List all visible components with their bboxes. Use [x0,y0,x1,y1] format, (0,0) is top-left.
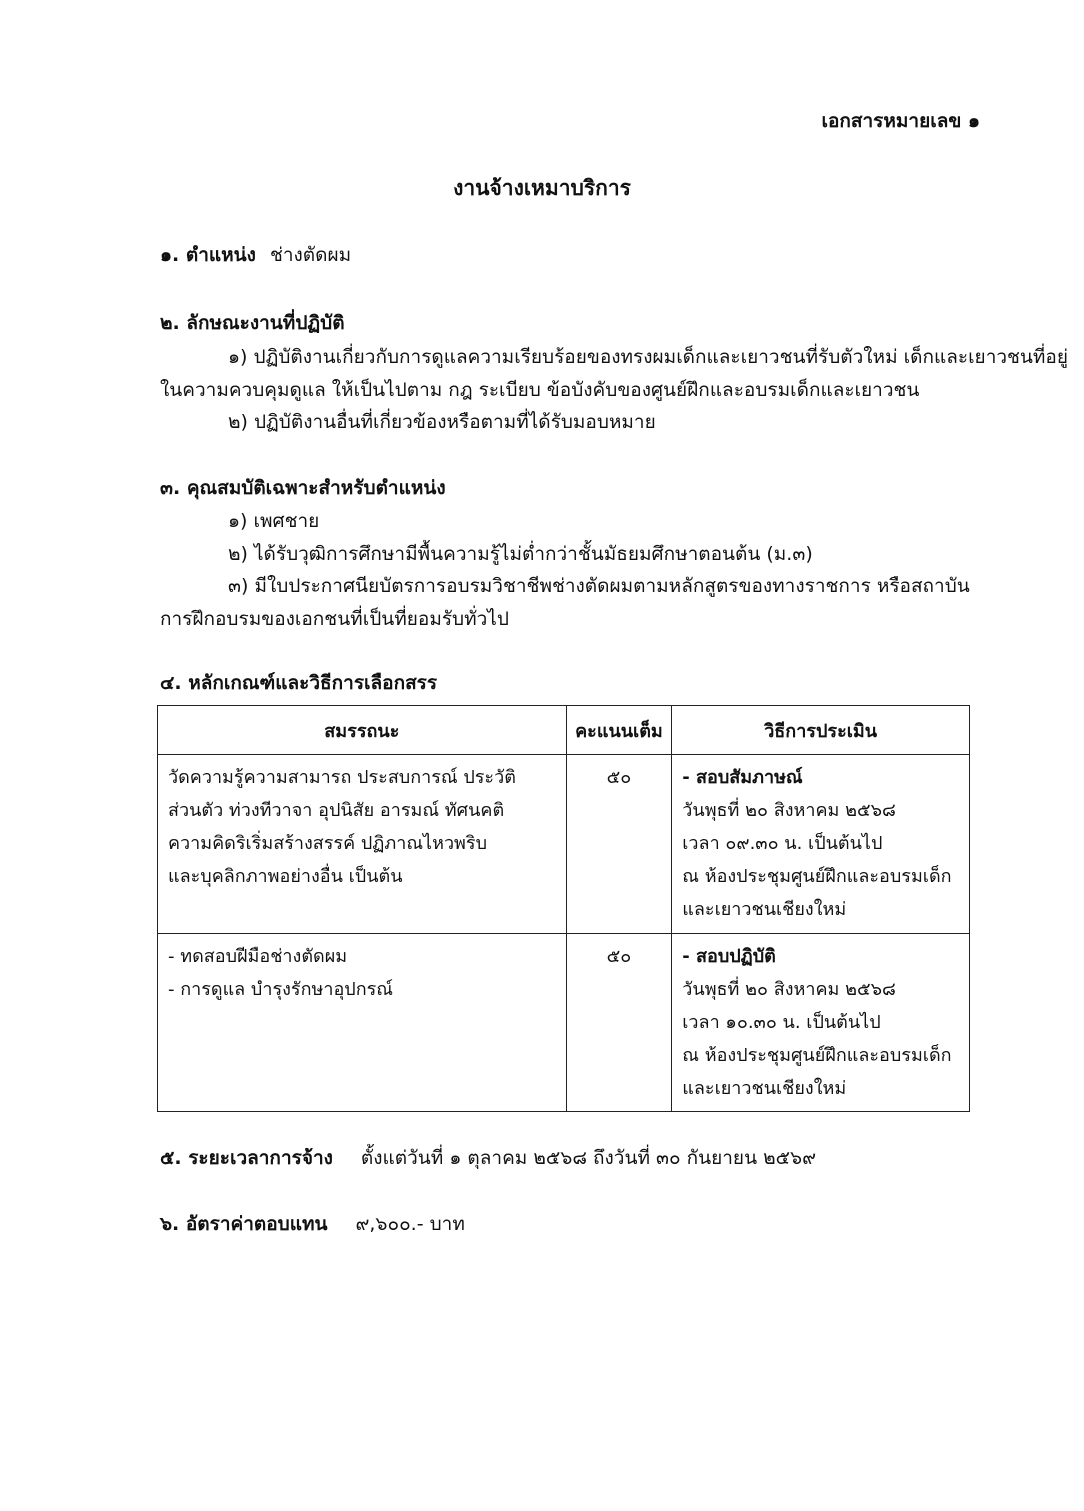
table-header-row [158,706,970,755]
document-number: เอกสารหมายเลข ๑ [821,110,980,132]
score-cell: ๕๐ [566,755,672,934]
section-3-item-3-line-2: การฝึกอบรมของเอกชนที่เป็นที่ยอมรับทั่วไป [160,608,509,630]
method-line: และเยาวชนเชียงใหม่ [682,899,847,920]
section-2-item-1-line-2: ในความควบคุมดูแล ให้เป็นไปตาม กฎ ระเบียบ ข้อบังคับของศูนย์ฝึกและอบรมเด็กและเยาวชน [160,379,920,401]
section-6 [160,1209,465,1239]
section-2-item-2: ๒) ปฏิบัติงานอื่นที่เกี่ยวข้องหรือตามที่ได้รับมอบหมาย [228,411,656,433]
competency-line: ความคิดริเริ่มสร้างสรรค์ ปฏิภาณไหวพริบ [168,833,488,854]
method-line: ณ ห้องประชุมศูนย์ฝึกและอบรมเด็ก [682,866,952,887]
competency-line: วัดความรู้ความสามารถ ประสบการณ์ ประวัติ [168,767,516,788]
employment-period: ตั้งแต่วันที่ ๑ ตุลาคม ๒๕๖๘ ถึงวันที่ ๓๐ กันยายน ๒๕๖๙ [360,1147,816,1169]
table-row [158,755,970,934]
section-3-item-3-line-1: ๓) มีใบประกาศนียบัตรการอบรมวิชาชีพช่างตัดผมตามหลักสูตรของทางราชการ หรือสถาบัน [228,575,970,597]
table-row [158,934,970,1112]
section-3-item-2: ๒) ได้รับวุฒิการศึกษามีพื้นความรู้ไม่ต่ำกว่าชั้นมัธยมศึกษาตอนต้น (ม.๓) [228,543,813,565]
section-2-item-1-line-1: ๑) ปฏิบัติงานเกี่ยวกับการดูแลความเรียบร้อยของทรงผมเด็กและเยาวชนที่รับตัวใหม่ เด็กและเยาวชนที่อยู่ [228,346,1068,368]
header-evaluation-method: วิธีการประเมิน [672,706,970,755]
competency-line: ส่วนตัว ท่วงทีวาจา อุปนิสัย อารมณ์ ทัศนคติ [168,800,505,821]
competency-line: - ทดสอบฝีมือช่างตัดผม [168,946,348,967]
compensation-rate: ๙,๖๐๐.- บาท [355,1213,465,1235]
competency-line: และบุคลิกภาพอย่างอื่น เป็นต้น [168,866,403,887]
competency-line: - การดูแล บำรุงรักษาอุปกรณ์ [168,979,393,1000]
method-line: เวลา ๑๐.๓๐ น. เป็นต้นไป [682,1012,881,1033]
method-line: เวลา ๐๙.๓๐ น. เป็นต้นไป [682,833,883,854]
method-line: วันพุธที่ ๒๐ สิงหาคม ๒๕๖๘ [682,979,896,1000]
method-title: - สอบปฏิบัติ [682,946,776,967]
position-value: ช่างตัดผม [269,244,352,266]
section-6-heading: ๖. อัตราค่าตอบแทน [160,1213,328,1235]
method-line: ณ ห้องประชุมศูนย์ฝึกและอบรมเด็ก [682,1045,952,1066]
document-title: งานจ้างเหมาบริการ [453,176,631,200]
header-full-score: คะแนนเต็ม [566,706,672,755]
section-4-heading: ๔. หลักเกณฑ์และวิธีการเลือกสรร [160,672,438,694]
header-competency: สมรรถนะ [158,706,567,755]
method-line: วันพุธที่ ๒๐ สิงหาคม ๒๕๖๘ [682,800,896,821]
competency-cell [158,934,567,1112]
section-5 [160,1143,816,1173]
competency-cell [158,755,567,934]
method-title: - สอบสัมภาษณ์ [682,767,803,788]
section-1-heading: ๑. ตำแหน่ง [160,244,256,266]
section-2-heading: ๒. ลักษณะงานที่ปฏิบัติ [160,312,345,334]
section-5-heading: ๕. ระยะเวลาการจ้าง [160,1147,333,1169]
section-3-item-1: ๑) เพศชาย [228,510,320,532]
method-line: และเยาวชนเชียงใหม่ [682,1078,847,1099]
method-cell [672,755,970,934]
score-cell: ๕๐ [566,934,672,1112]
selection-criteria-table [157,705,970,1112]
section-3-heading: ๓. คุณสมบัติเฉพาะสำหรับตำแหน่ง [160,477,446,499]
section-1 [160,240,351,270]
method-cell [672,934,970,1112]
